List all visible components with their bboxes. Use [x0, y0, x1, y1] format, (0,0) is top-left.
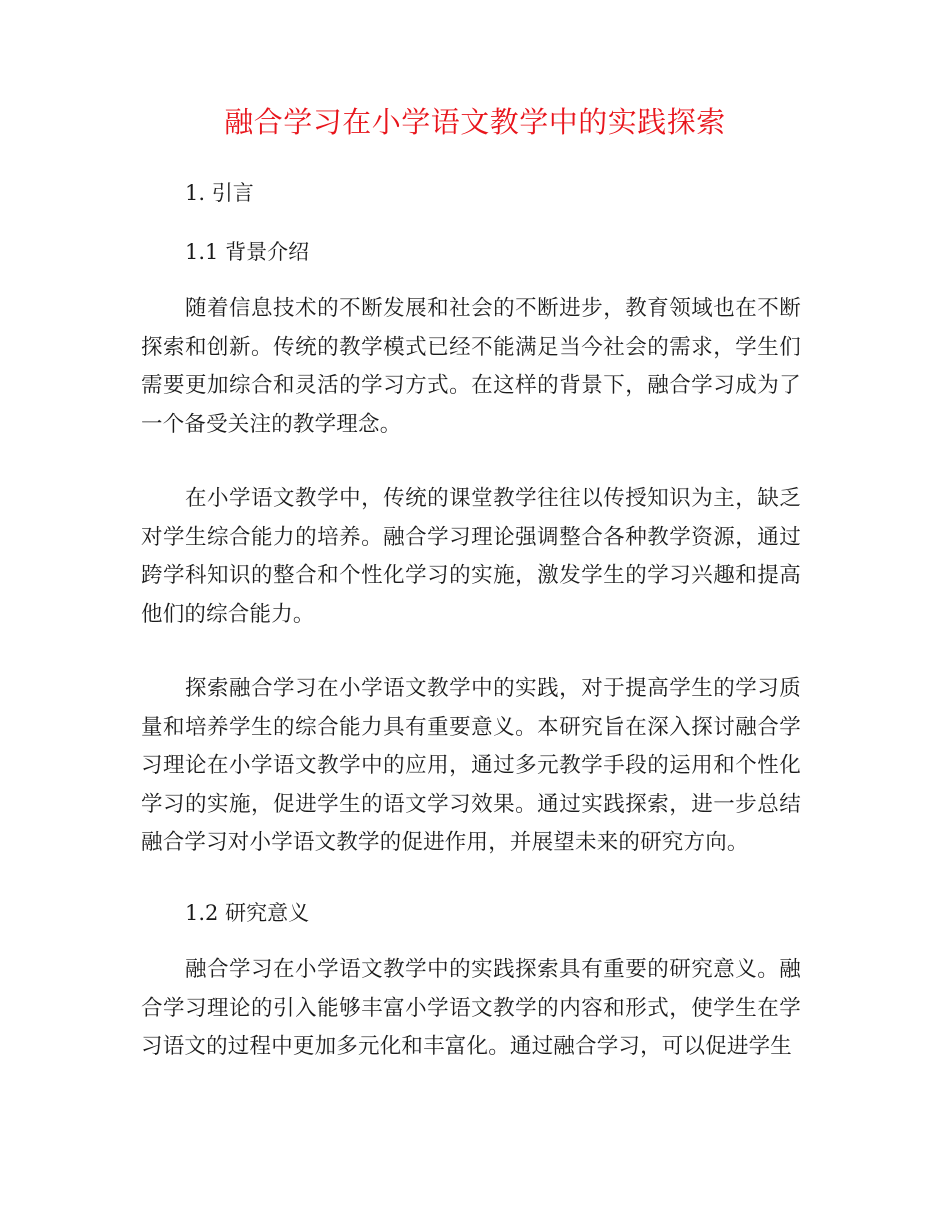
paragraph-background-2: 在小学语文教学中，传统的课堂教学往往以传授知识为主，缺乏对学生综合能力的培养。融合学习理论强调整合各种教学资源，通过跨学科知识的整合和个性化学习的实施，激发学生的学习兴趣和提高他们的综合能力。 [141, 486, 801, 627]
paragraph-background-3: 探索融合学习在小学语文教学中的实践，对于提高学生的学习质量和培养学生的综合能力具有重要意义。本研究旨在深入探讨融合学习理论在小学语文教学中的应用，通过多元教学手段的运用和个性化学习的实施，促进学生的语文学习效果。通过实践探索，进一步总结融合学习对小学语文教学的促进作用，并展望未来的研究方向。 [141, 676, 801, 855]
section-heading-significance: 1.2 研究意义 [185, 901, 310, 925]
paragraph-background-1: 随着信息技术的不断发展和社会的不断进步，教育领域也在不断探索和创新。传统的教学模式已经不能满足当今社会的需求，学生们需要更加综合和灵活的学习方式。在这样的背景下，融合学习成为了一个备受关注的教学理念。 [141, 296, 801, 437]
document-title: 融合学习在小学语文教学中的实践探索 [224, 105, 726, 139]
section-heading-introduction: 1. 引言 [185, 181, 254, 205]
section-heading-background: 1.1 背景介绍 [185, 240, 310, 264]
paragraph-significance-1: 融合学习在小学语文教学中的实践探索具有重要的研究意义。融合学习理论的引入能够丰富小学语文教学的内容和形式，使学生在学习语文的过程中更加多元化和丰富化。通过融合学习，可以促进学生 [141, 957, 801, 1059]
